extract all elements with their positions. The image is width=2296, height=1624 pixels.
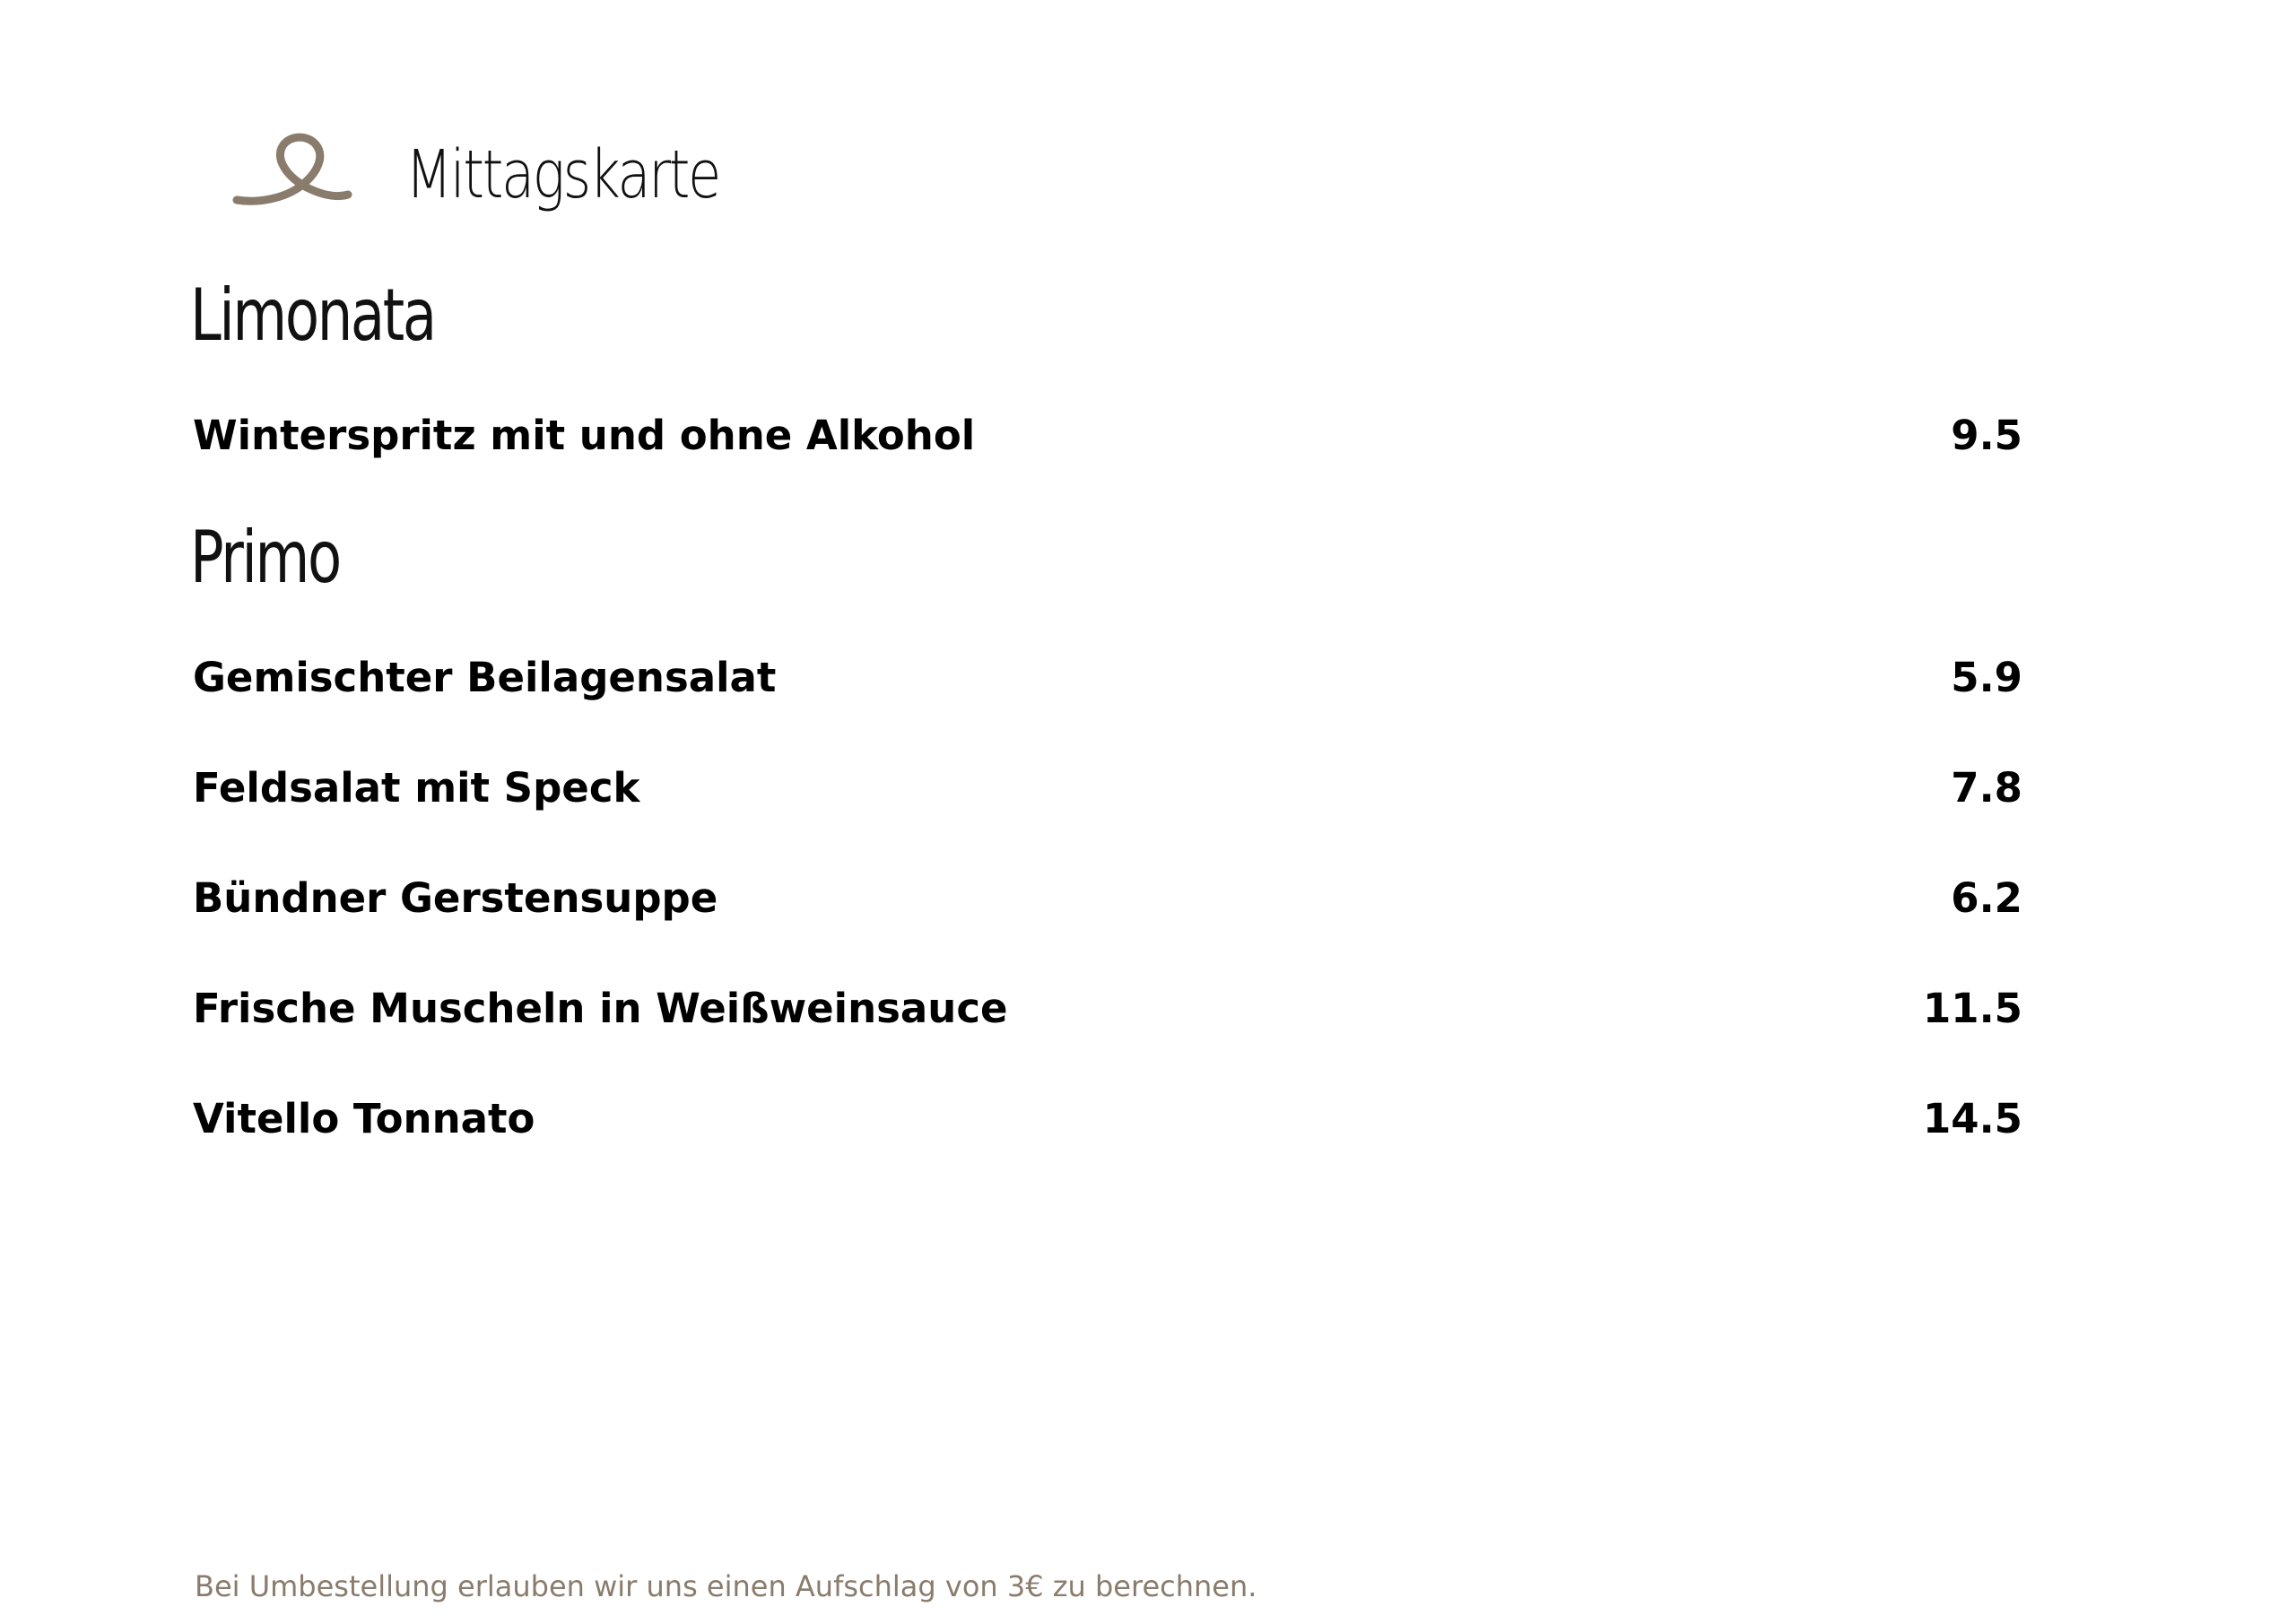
item-name: Vitello Tonnato <box>193 1094 535 1142</box>
menu-item <box>193 1091 2022 1145</box>
page-title: Mittagskarte <box>405 136 719 213</box>
item-name: Feldsalat mit Speck <box>193 763 640 812</box>
menu-item <box>193 981 2022 1035</box>
item-name: Bündner Gerstensuppe <box>193 873 718 922</box>
item-price: 7.8 <box>1951 763 2022 812</box>
menu-item <box>193 871 2022 925</box>
item-price: 5.9 <box>1951 653 2022 701</box>
item-price: 6.2 <box>1951 873 2022 922</box>
item-name: Frische Muscheln in Weißweinsauce <box>193 984 1008 1032</box>
item-price: 11.5 <box>1922 984 2022 1032</box>
section-title-limonata: Limonata <box>190 274 435 357</box>
menu-item <box>193 650 2022 704</box>
item-name: Gemischter Beilagensalat <box>193 653 777 701</box>
item-name: Winterspritz mit und ohne Alkohol <box>193 411 976 459</box>
menu-item <box>193 408 2022 462</box>
menu-item <box>193 760 2022 814</box>
item-price: 9.5 <box>1951 411 2022 459</box>
item-price: 14.5 <box>1922 1094 2022 1142</box>
menu-header <box>231 117 788 233</box>
section-title-primo: Primo <box>190 516 340 599</box>
surcharge-note: Bei Umbestellung erlauben wir uns einen Aufschlag von 3€ zu berechnen. <box>195 1569 1257 1603</box>
ribbon-loop-icon <box>231 130 355 220</box>
